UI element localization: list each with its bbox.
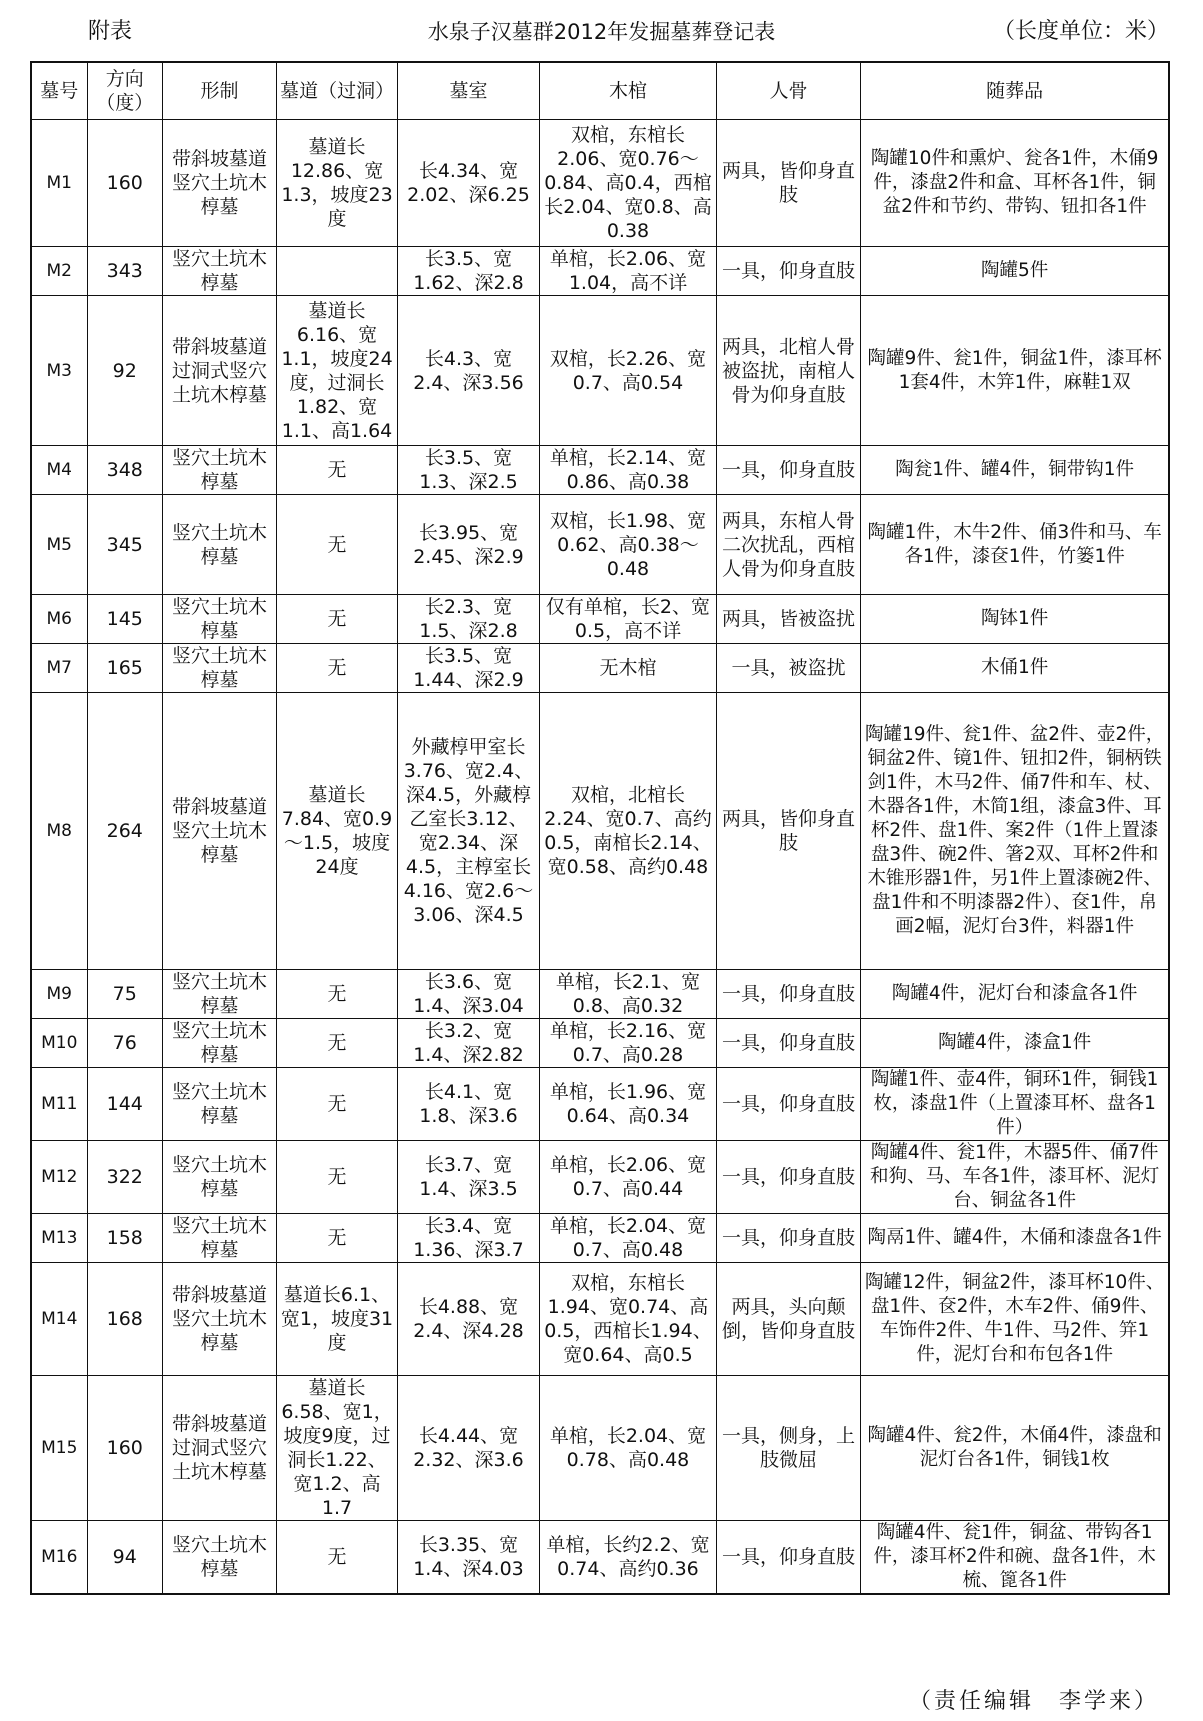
table-row xyxy=(31,120,1169,247)
cell-chamber: 外藏椁甲室长3.76、宽2.4、深4.5，外藏椁乙室长3.12、宽2.34、深4.5，主椁室长4.16、宽2.6～3.06、深4.5 xyxy=(397,693,539,970)
cell-tomb-id: M10 xyxy=(31,1019,87,1068)
cell-grave-goods: 陶罐12件，铜盆2件，漆耳杯10件、盘1件、奁2件，木车2件、俑9件、车饰件2件、牛1件、马2件、笄1件，泥灯台和布包各1件 xyxy=(861,1263,1169,1376)
cell-skeleton: 两具，头向颠倒，皆仰身直肢 xyxy=(716,1263,860,1376)
cell-chamber: 长3.5、宽1.44、深2.9 xyxy=(397,644,539,693)
unit-note: （长度单位：米） xyxy=(992,19,1169,44)
cell-chamber: 长3.5、宽1.3、深2.5 xyxy=(397,446,539,495)
table-row xyxy=(31,970,1169,1019)
cell-skeleton: 两具，皆被盗扰 xyxy=(716,595,860,644)
cell-tomb-id: M16 xyxy=(31,1521,87,1595)
cell-form: 竖穴土坑木椁墓 xyxy=(162,644,276,693)
cell-form: 竖穴土坑木椁墓 xyxy=(162,595,276,644)
table-row xyxy=(31,1376,1169,1521)
col-header-direction: 方向（度） xyxy=(87,62,162,120)
cell-chamber: 长4.44、宽2.32、深3.6 xyxy=(397,1376,539,1521)
table-row xyxy=(31,446,1169,495)
cell-tomb-id: M2 xyxy=(31,247,87,296)
cell-coffin: 双棺，东棺长1.94、宽0.74、高0.5，西棺长1.94、宽0.64、高0.5 xyxy=(540,1263,717,1376)
cell-tomb-id: M13 xyxy=(31,1214,87,1263)
cell-direction: 165 xyxy=(87,644,162,693)
cell-passage: 无 xyxy=(277,1141,398,1214)
cell-skeleton: 一具，仰身直肢 xyxy=(716,1521,860,1595)
cell-direction: 76 xyxy=(87,1019,162,1068)
cell-form: 竖穴土坑木椁墓 xyxy=(162,446,276,495)
cell-chamber: 长3.5、宽1.62、深2.8 xyxy=(397,247,539,296)
cell-passage: 无 xyxy=(277,1019,398,1068)
cell-tomb-id: M1 xyxy=(31,120,87,247)
cell-chamber: 长4.3、宽2.4、深3.56 xyxy=(397,296,539,446)
cell-grave-goods: 陶罐5件 xyxy=(861,247,1169,296)
table-title: 水泉子汉墓群2012年发掘墓葬登记表 xyxy=(427,20,776,44)
cell-grave-goods: 陶罐4件、瓮1件，铜盆、带钩各1件，漆耳杯2件和碗、盘各1件，木梳、篦各1件 xyxy=(861,1521,1169,1595)
table-row xyxy=(31,1263,1169,1376)
tomb-register-table xyxy=(30,61,1170,1595)
cell-passage: 墓道长6.58、宽1，坡度9度，过洞长1.22、宽1.2、高1.7 xyxy=(277,1376,398,1521)
cell-passage: 墓道长7.84、宽0.9～1.5，坡度24度 xyxy=(277,693,398,970)
cell-grave-goods: 陶钵1件 xyxy=(861,595,1169,644)
cell-form: 竖穴土坑木椁墓 xyxy=(162,970,276,1019)
cell-chamber: 长3.6、宽1.4、深3.04 xyxy=(397,970,539,1019)
cell-direction: 264 xyxy=(87,693,162,970)
cell-tomb-id: M8 xyxy=(31,693,87,970)
cell-coffin: 单棺，长约2.2、宽0.74、高约0.36 xyxy=(540,1521,717,1595)
page-header xyxy=(0,12,1203,52)
cell-coffin: 双棺，长2.26、宽0.7、高0.54 xyxy=(540,296,717,446)
cell-skeleton: 一具，仰身直肢 xyxy=(716,1019,860,1068)
cell-direction: 145 xyxy=(87,595,162,644)
table-row xyxy=(31,296,1169,446)
table-row xyxy=(31,693,1169,970)
col-header-passage: 墓道（过洞） xyxy=(277,62,398,120)
cell-grave-goods: 陶鬲1件、罐4件，木俑和漆盘各1件 xyxy=(861,1214,1169,1263)
table-row xyxy=(31,247,1169,296)
cell-skeleton: 一具，仰身直肢 xyxy=(716,1214,860,1263)
cell-tomb-id: M7 xyxy=(31,644,87,693)
cell-form: 带斜坡墓道过洞式竖穴土坑木椁墓 xyxy=(162,1376,276,1521)
cell-coffin: 无木棺 xyxy=(540,644,717,693)
cell-passage: 无 xyxy=(277,1521,398,1595)
cell-chamber: 长2.3、宽1.5、深2.8 xyxy=(397,595,539,644)
cell-grave-goods: 陶罐4件，漆盒1件 xyxy=(861,1019,1169,1068)
cell-grave-goods: 陶罐1件，木牛2件、俑3件和马、车各1件，漆奁1件，竹篓1件 xyxy=(861,495,1169,595)
cell-direction: 92 xyxy=(87,296,162,446)
cell-skeleton: 两具，东棺人骨二次扰乱，西棺人骨为仰身直肢 xyxy=(716,495,860,595)
cell-direction: 75 xyxy=(87,970,162,1019)
cell-grave-goods: 陶罐1件、壶4件，铜环1件，铜钱1枚，漆盘1件（上置漆耳杯、盘各1件） xyxy=(861,1068,1169,1141)
cell-chamber: 长4.88、宽2.4、深4.28 xyxy=(397,1263,539,1376)
cell-passage: 墓道长12.86、宽1.3，坡度23度 xyxy=(277,120,398,247)
table-row xyxy=(31,495,1169,595)
cell-form: 带斜坡墓道竖穴土坑木椁墓 xyxy=(162,120,276,247)
cell-form: 竖穴土坑木椁墓 xyxy=(162,1214,276,1263)
cell-chamber: 长4.1、宽1.8、深3.6 xyxy=(397,1068,539,1141)
cell-coffin: 双棺，东棺长2.06、宽0.76～0.84、高0.4，西棺长2.04、宽0.8、高0.38 xyxy=(540,120,717,247)
cell-skeleton: 两具，北棺人骨被盗扰，南棺人骨为仰身直肢 xyxy=(716,296,860,446)
cell-chamber: 长3.4、宽1.36、深3.7 xyxy=(397,1214,539,1263)
cell-direction: 322 xyxy=(87,1141,162,1214)
cell-chamber: 长3.7、宽1.4、深3.5 xyxy=(397,1141,539,1214)
cell-coffin: 单棺，长1.96、宽0.64、高0.34 xyxy=(540,1068,717,1141)
cell-skeleton: 一具，仰身直肢 xyxy=(716,1141,860,1214)
cell-form: 竖穴土坑木椁墓 xyxy=(162,1141,276,1214)
cell-form: 竖穴土坑木椁墓 xyxy=(162,247,276,296)
cell-tomb-id: M12 xyxy=(31,1141,87,1214)
cell-direction: 160 xyxy=(87,1376,162,1521)
cell-form: 带斜坡墓道竖穴土坑木椁墓 xyxy=(162,693,276,970)
cell-passage: 无 xyxy=(277,595,398,644)
col-header-grave-goods: 随葬品 xyxy=(861,62,1169,120)
cell-chamber: 长3.95、宽2.45、深2.9 xyxy=(397,495,539,595)
cell-tomb-id: M5 xyxy=(31,495,87,595)
cell-form: 带斜坡墓道竖穴土坑木椁墓 xyxy=(162,1263,276,1376)
cell-form: 带斜坡墓道过洞式竖穴土坑木椁墓 xyxy=(162,296,276,446)
cell-grave-goods: 陶罐4件、瓮1件，木器5件、俑7件和狗、马、车各1件，漆耳杯、泥灯台、铜盆各1件 xyxy=(861,1141,1169,1214)
table-row xyxy=(31,644,1169,693)
cell-skeleton: 两具，皆仰身直肢 xyxy=(716,120,860,247)
cell-passage: 墓道长6.1、宽1，坡度31度 xyxy=(277,1263,398,1376)
cell-direction: 345 xyxy=(87,495,162,595)
cell-passage: 无 xyxy=(277,495,398,595)
cell-grave-goods: 陶罐9件、瓮1件，铜盆1件，漆耳杯1套4件，木笄1件，麻鞋1双 xyxy=(861,296,1169,446)
cell-skeleton: 一具，侧身，上肢微屈 xyxy=(716,1376,860,1521)
cell-tomb-id: M15 xyxy=(31,1376,87,1521)
cell-passage: 无 xyxy=(277,1214,398,1263)
cell-coffin: 单棺，长2.04、宽0.7、高0.48 xyxy=(540,1214,717,1263)
cell-direction: 144 xyxy=(87,1068,162,1141)
cell-passage: 无 xyxy=(277,644,398,693)
header-row xyxy=(31,62,1169,120)
cell-passage: 无 xyxy=(277,970,398,1019)
cell-passage: 无 xyxy=(277,446,398,495)
appendix-label: 附表 xyxy=(88,19,133,44)
cell-tomb-id: M11 xyxy=(31,1068,87,1141)
table-row xyxy=(31,1068,1169,1141)
cell-skeleton: 两具，皆仰身直肢 xyxy=(716,693,860,970)
cell-skeleton: 一具，被盗扰 xyxy=(716,644,860,693)
cell-tomb-id: M4 xyxy=(31,446,87,495)
editor-credit: （责任编辑 李学来） xyxy=(908,1689,1159,1714)
cell-grave-goods: 陶罐10件和熏炉、瓮各1件，木俑9件，漆盘2件和盒、耳杯各1件，铜盆2件和节约、带钩、钮扣各1件 xyxy=(861,120,1169,247)
cell-form: 竖穴土坑木椁墓 xyxy=(162,1521,276,1595)
cell-coffin: 单棺，长2.16、宽0.7、高0.28 xyxy=(540,1019,717,1068)
cell-coffin: 单棺，长2.14、宽0.86、高0.38 xyxy=(540,446,717,495)
cell-coffin: 单棺，长2.04、宽0.78、高0.48 xyxy=(540,1376,717,1521)
col-header-chamber: 墓室 xyxy=(397,62,539,120)
cell-direction: 168 xyxy=(87,1263,162,1376)
cell-chamber: 长3.2、宽1.4、深2.82 xyxy=(397,1019,539,1068)
cell-grave-goods: 陶罐19件、瓮1件、盆2件、壶2件，铜盆2件、镜1件、钮扣2件，铜柄铁剑1件，木马2件、俑7件和车、杖、木器各1件，木简1组，漆盒3件、耳杯2件、盘1件、案2件（1件上置漆盘3件、碗2件、箸2双、耳杯2件和木锥形器1件，另1件上置漆碗2件、盘1件和不明漆器2件）、奁1件，帛画2幅，泥灯台3件，料器1件 xyxy=(861,693,1169,970)
cell-passage: 墓道长6.16、宽1.1，坡度24度，过洞长1.82、宽1.1、高1.64 xyxy=(277,296,398,446)
col-header-skeleton: 人骨 xyxy=(716,62,860,120)
col-header-form: 形制 xyxy=(162,62,276,120)
cell-grave-goods: 陶罐4件，泥灯台和漆盒各1件 xyxy=(861,970,1169,1019)
table-row xyxy=(31,1141,1169,1214)
cell-chamber: 长3.35、宽1.4、深4.03 xyxy=(397,1521,539,1595)
cell-skeleton: 一具，仰身直肢 xyxy=(716,1068,860,1141)
cell-coffin: 双棺，北棺长2.24、宽0.7、高约0.5，南棺长2.14、宽0.58、高约0.48 xyxy=(540,693,717,970)
cell-form: 竖穴土坑木椁墓 xyxy=(162,495,276,595)
cell-direction: 343 xyxy=(87,247,162,296)
cell-direction: 160 xyxy=(87,120,162,247)
cell-skeleton: 一具，仰身直肢 xyxy=(716,970,860,1019)
cell-coffin: 仅有单棺，长2、宽0.5，高不详 xyxy=(540,595,717,644)
table-row xyxy=(31,595,1169,644)
cell-grave-goods: 陶瓮1件、罐4件，铜带钩1件 xyxy=(861,446,1169,495)
cell-skeleton: 一具，仰身直肢 xyxy=(716,446,860,495)
cell-form: 竖穴土坑木椁墓 xyxy=(162,1019,276,1068)
cell-tomb-id: M9 xyxy=(31,970,87,1019)
cell-tomb-id: M14 xyxy=(31,1263,87,1376)
cell-tomb-id: M6 xyxy=(31,595,87,644)
table-body xyxy=(31,120,1169,1595)
cell-coffin: 单棺，长2.1、宽0.8、高0.32 xyxy=(540,970,717,1019)
cell-passage: 无 xyxy=(277,1068,398,1141)
cell-form: 竖穴土坑木椁墓 xyxy=(162,1068,276,1141)
table-row xyxy=(31,1019,1169,1068)
table-row xyxy=(31,1214,1169,1263)
cell-grave-goods: 陶罐4件、瓮2件，木俑4件，漆盘和泥灯台各1件，铜钱1枚 xyxy=(861,1376,1169,1521)
col-header-coffin: 木棺 xyxy=(540,62,717,120)
cell-grave-goods: 木俑1件 xyxy=(861,644,1169,693)
cell-chamber: 长4.34、宽2.02、深6.25 xyxy=(397,120,539,247)
table-row xyxy=(31,1521,1169,1595)
cell-direction: 94 xyxy=(87,1521,162,1595)
cell-direction: 348 xyxy=(87,446,162,495)
col-header-tomb-id: 墓号 xyxy=(31,62,87,120)
cell-skeleton: 一具，仰身直肢 xyxy=(716,247,860,296)
cell-tomb-id: M3 xyxy=(31,296,87,446)
cell-coffin: 单棺，长2.06、宽0.7、高0.44 xyxy=(540,1141,717,1214)
cell-coffin: 单棺，长2.06、宽1.04，高不详 xyxy=(540,247,717,296)
cell-direction: 158 xyxy=(87,1214,162,1263)
cell-passage xyxy=(277,247,398,296)
cell-coffin: 双棺，长1.98、宽0.62、高0.38～0.48 xyxy=(540,495,717,595)
